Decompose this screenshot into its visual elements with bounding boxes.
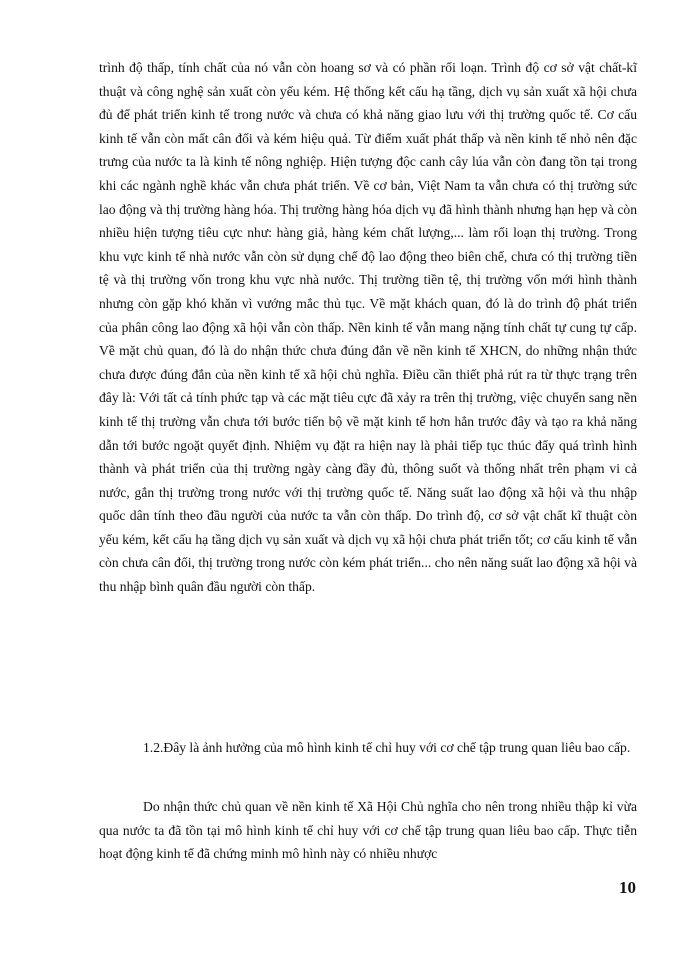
body-paragraph-continuation: trình độ thấp, tính chất của nó vẫn còn hoang sơ và có phần rối loạn. Trình độ cơ sở vật chất-kĩ thuật và công nghệ sản xuất còn yếu kém. Hệ thống kết cấu hạ tầng, dịch vụ sản xuất xã hội chưa đủ để phát triển kinh tế trong nước và chưa có khả năng giao lưu với thị trường quốc tế. Cơ cấu kinh tế vẫn còn mất cân đối và kém hiệu quả. Từ điểm xuất phát thấp và nền kinh tế nhỏ nên đặc trưng của nước ta là kinh tế nông nghiệp. Hiện tượng độc canh cây lúa vẫn còn đang tồn tại trong khi các ngành nghề khác vẫn chưa phát triển. Về cơ bản, Việt Nam ta vẫn chưa có thị trường sức lao động và thị trường hàng hóa. Thị trường hàng hóa dịch vụ đã hình thành nhưng hạn hẹp và còn nhiều hiện tượng tiêu cực như: hàng giả, hàng kém chất lượng,... làm rối loạn thị trường. Trong khu vực kinh tế nhà nước vẫn còn sử dụng chế độ lao động theo biên chế, chưa có thị trường tiền tệ và thị trường vốn trong khu vực nhà nước. Thị trường tiền tệ, thị trường vốn mới hình thành nhưng còn gặp khó khăn vì vướng mắc thủ tục. Về mặt khách quan, đó là do trình độ phát triển của phân công lao động xã hội vẫn còn thấp. Nền kinh tế vẫn mang nặng tính chất tự cung tự cấp. Về mặt chủ quan, đó là do nhận thức chưa đúng đắn về nền kinh tế XHCN, do những nhận thức chưa được đúng đắn của nền kinh tế xã hội chủ nghĩa. Điều cần thiết phả rút ra từ thực trạng trên đây là: Với tất cả tính phức tạp và các mặt tiêu cực đã xảy ra trên thị trường, việc chuyển sang nền kinh tế thị trường vẫn chưa tới bước tiến bộ về mặt kinh tế hơn hẳn trước đây và tạo ra khả năng dẫn tới bước ngoặt quyết định. Nhiệm vụ đặt ra hiện nay là phải tiếp tục thúc đẩy quá trình hình thành và phát triển của thị trường ngày càng đầy đủ, thông suốt và thống nhất trên phạm vi cả nước, gắn thị trường trong nước với thị trường quốc tế. Năng suất lao động xã hội và thu nhập quốc dân tính theo đầu người của nước ta vẫn còn thấp. Do trình độ, cơ sở vật chất kĩ thuật còn yếu kém, kết cấu hạ tầng dịch vụ sản xuất và dịch vụ xã hội chưa phát triển tốt; cơ cấu kinh tế vẫn còn chưa cân đối, thị trường trong nước còn kém phát triển... cho nên năng suất lao động xã hội và thu nhập bình quân đầu người còn thấp.: [99, 60, 637, 595]
page-number: 10: [619, 878, 636, 897]
body-paragraph: Do nhận thức chủ quan về nền kinh tế Xã Hội Chủ nghĩa cho nên trong nhiều thập kỉ vừa qua nước ta đã tồn tại mô hình kinh tế chỉ huy với cơ chế tập trung quan liêu bao cấp. Thực tiễn hoạt động kinh tế đã chứng minh mô hình này có nhiều nhược: [99, 799, 637, 862]
section-heading-1-2: 1.2.Đây là ảnh hưởng của mô hình kinh tế chỉ huy với cơ chế tập trung quan liêu bao cấp.: [143, 740, 631, 755]
